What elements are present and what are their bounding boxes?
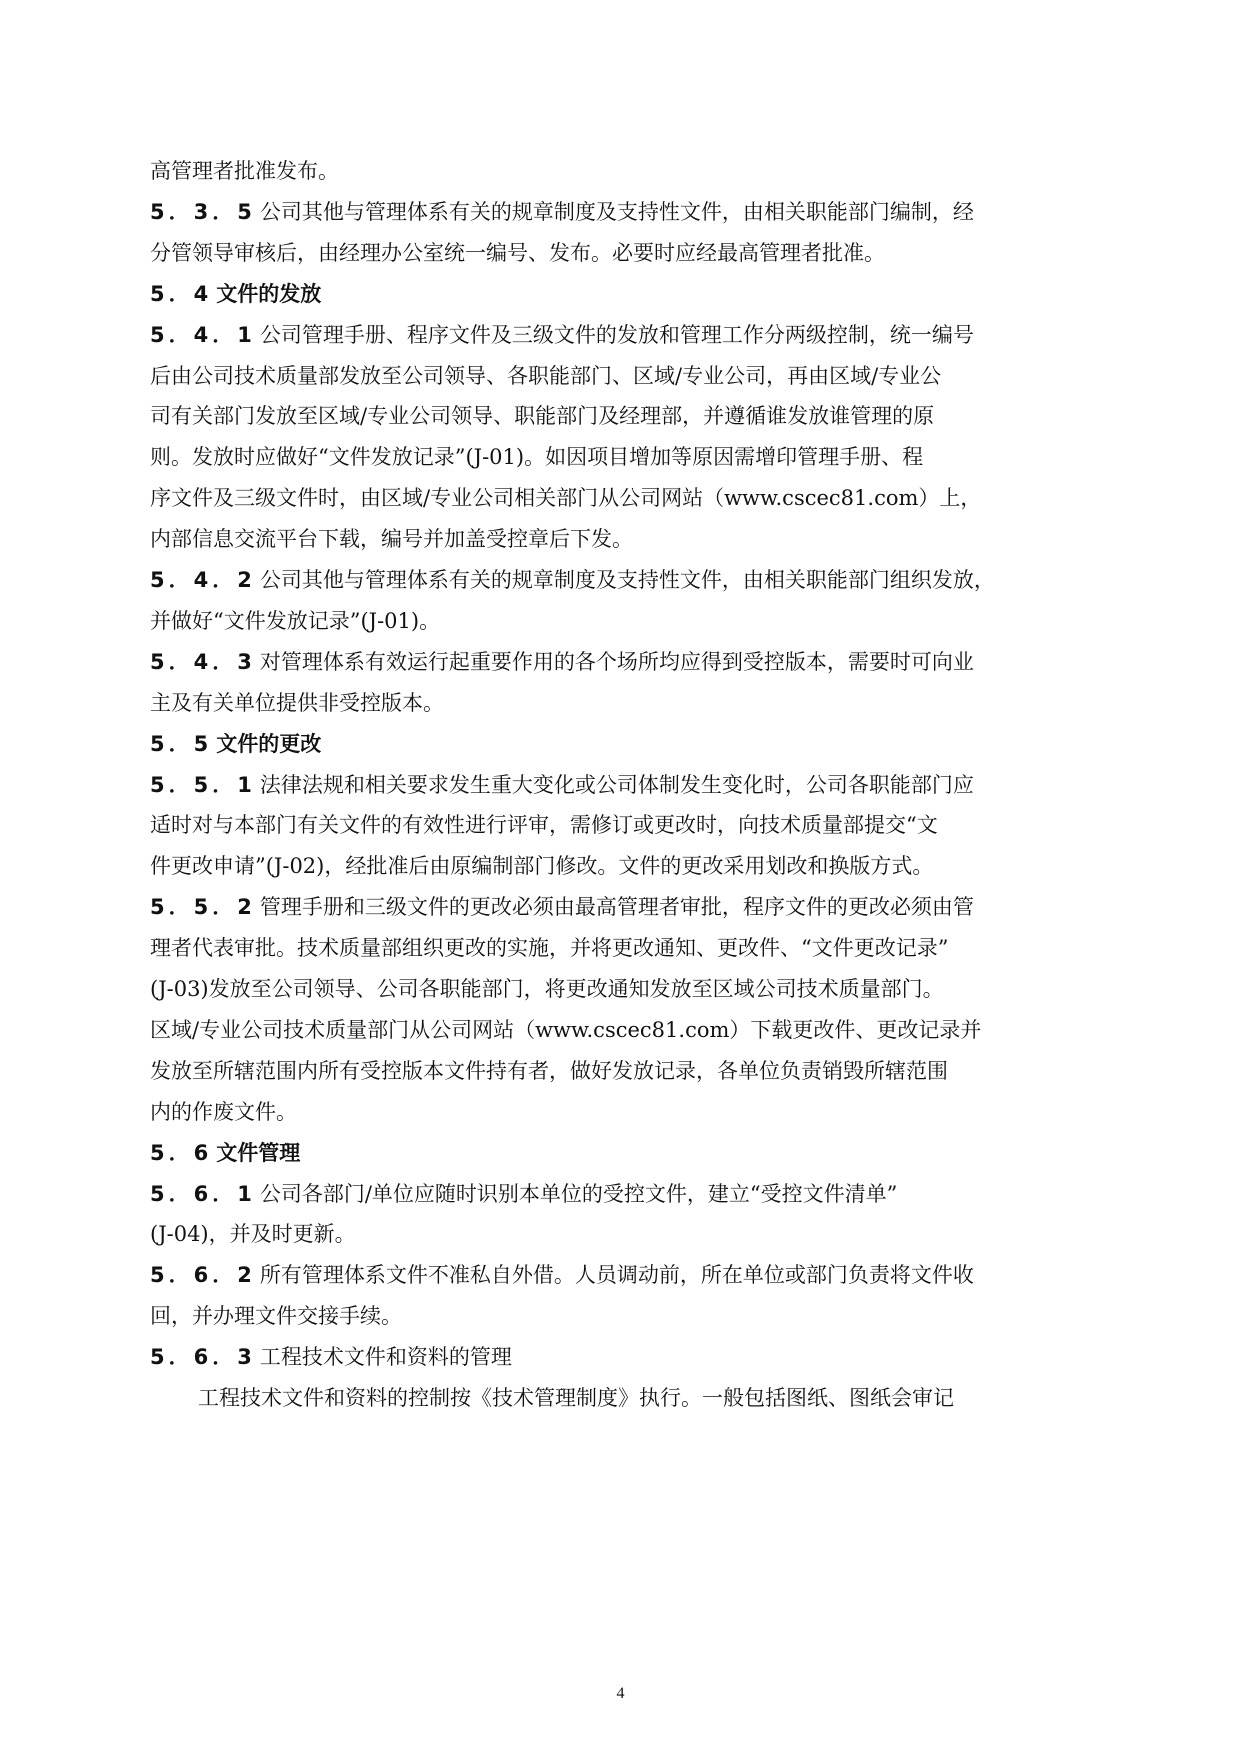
line-text: 所有管理体系文件不准私自外借。人员调动前，所在单位或部门负责将文件收 xyxy=(259,1263,974,1287)
clause-number: 5．4．2 xyxy=(150,568,256,592)
text-line xyxy=(150,689,1100,719)
text-line xyxy=(150,402,1100,432)
text-line xyxy=(150,771,1100,801)
text-line xyxy=(150,443,1100,473)
text-line xyxy=(150,566,1100,596)
line-text: 公司其他与管理体系有关的规章制度及支持性文件，由相关职能部门组织发放， xyxy=(259,568,995,592)
line-text: 内部信息交流平台下载，编号并加盖受控章后下发。 xyxy=(150,527,633,551)
line-text: 公司各部门/单位应随时识别本单位的受控文件，建立“受控文件清单” xyxy=(259,1182,898,1206)
clause-number: 5．6．1 xyxy=(150,1182,256,1206)
line-text: 管理手册和三级文件的更改必须由最高管理者审批，程序文件的更改必须由管 xyxy=(259,895,974,919)
line-text: 后由公司技术质量部发放至公司领导、各职能部门、区域/专业公司，再由区域/专业公 xyxy=(150,364,942,388)
line-text: 适时对与本部门有关文件的有效性进行评审，需修订或更改时，向技术质量部提交“文 xyxy=(150,813,938,837)
line-text: 主及有关单位提供非受控版本。 xyxy=(150,691,444,715)
text-line xyxy=(150,157,1100,187)
line-text: 工程技术文件和资料的控制按《技术管理制度》执行。一般包括图纸、图纸会审记 xyxy=(198,1386,954,1410)
line-text: 高管理者批准发布。 xyxy=(150,159,339,183)
clause-number: 5．4 xyxy=(150,282,213,306)
heading-text: 文件的更改 xyxy=(216,732,322,756)
line-text: 回，并办理文件交接手续。 xyxy=(150,1304,402,1328)
section-heading xyxy=(150,730,1100,760)
line-text: 区域/专业公司技术质量部门从公司网站（www.cscec81.com）下载更改件、更改记录并 xyxy=(150,1018,982,1042)
clause-number: 5．4．1 xyxy=(150,323,256,347)
line-text: 法律法规和相关要求发生重大变化或公司体制发生变化时，公司各职能部门应 xyxy=(259,773,974,797)
line-text: 发放至所辖范围内所有受控版本文件持有者，做好发放记录，各单位负责销毁所辖范围 xyxy=(150,1059,948,1083)
line-text: (J-04)，并及时更新。 xyxy=(150,1222,356,1246)
text-line xyxy=(150,975,1100,1005)
text-line xyxy=(150,1016,1100,1046)
text-line xyxy=(150,525,1100,555)
text-line xyxy=(150,484,1100,514)
text-line xyxy=(150,1098,1100,1128)
line-text: 分管领导审核后，由经理办公室统一编号、发布。必要时应经最高管理者批准。 xyxy=(150,241,885,265)
text-line xyxy=(150,852,1100,882)
text-line xyxy=(150,811,1100,841)
clause-number: 5．3．5 xyxy=(150,200,256,224)
text-line xyxy=(150,239,1100,269)
page-number: 4 xyxy=(616,1685,625,1702)
line-text: (J-03)发放至公司领导、公司各职能部门，将更改通知发放至区域公司技术质量部门。 xyxy=(150,977,944,1001)
text-line xyxy=(150,893,1100,923)
heading-text: 文件的发放 xyxy=(216,282,322,306)
text-line xyxy=(150,198,1100,228)
line-text: 件更改申请”(J-02)，经批准后由原编制部门修改。文件的更改采用划改和换版方式。 xyxy=(150,854,934,878)
text-line xyxy=(150,934,1100,964)
text-line xyxy=(150,648,1100,678)
text-line xyxy=(198,1384,1100,1414)
clause-number: 5．6 xyxy=(150,1141,213,1165)
text-line xyxy=(150,362,1100,392)
line-text: 并做好“文件发放记录”(J-01)。 xyxy=(150,609,441,633)
text-line xyxy=(150,1343,1100,1373)
section-heading xyxy=(150,280,1100,310)
line-text: 司有关部门发放至区域/专业公司领导、职能部门及经理部，并遵循谁发放谁管理的原 xyxy=(150,404,935,428)
text-line xyxy=(150,1261,1100,1291)
clause-number: 5．5．2 xyxy=(150,895,256,919)
clause-number: 5．5．1 xyxy=(150,773,256,797)
line-text: 公司管理手册、程序文件及三级文件的发放和管理工作分两级控制，统一编号 xyxy=(259,323,974,347)
text-line xyxy=(150,1057,1100,1087)
line-text: 公司其他与管理体系有关的规章制度及支持性文件，由相关职能部门编制，经 xyxy=(259,200,974,224)
clause-number: 5．6．3 xyxy=(150,1345,256,1369)
text-line xyxy=(150,1180,1100,1210)
line-text: 内的作废文件。 xyxy=(150,1100,297,1124)
line-text: 则。发放时应做好“文件发放记录”(J-01)。如因项目增加等原因需增印管理手册、程 xyxy=(150,445,924,469)
line-text: 理者代表审批。技术质量部组织更改的实施，并将更改通知、更改件、“文件更改记录” xyxy=(150,936,949,960)
line-text: 对管理体系有效运行起重要作用的各个场所均应得到受控版本，需要时可向业 xyxy=(259,650,974,674)
text-line xyxy=(150,1220,1100,1250)
text-line xyxy=(150,321,1100,351)
heading-text: 文件管理 xyxy=(216,1141,301,1165)
clause-number: 5．5 xyxy=(150,732,213,756)
text-line xyxy=(150,607,1100,637)
clause-number: 5．4．3 xyxy=(150,650,256,674)
line-text: 序文件及三级文件时，由区域/专业公司相关部门从公司网站（www.cscec81.com）上， xyxy=(150,486,982,510)
clause-number: 5．6．2 xyxy=(150,1263,256,1287)
line-text: 工程技术文件和资料的管理 xyxy=(259,1345,512,1369)
section-heading xyxy=(150,1139,1100,1169)
text-line xyxy=(150,1302,1100,1332)
